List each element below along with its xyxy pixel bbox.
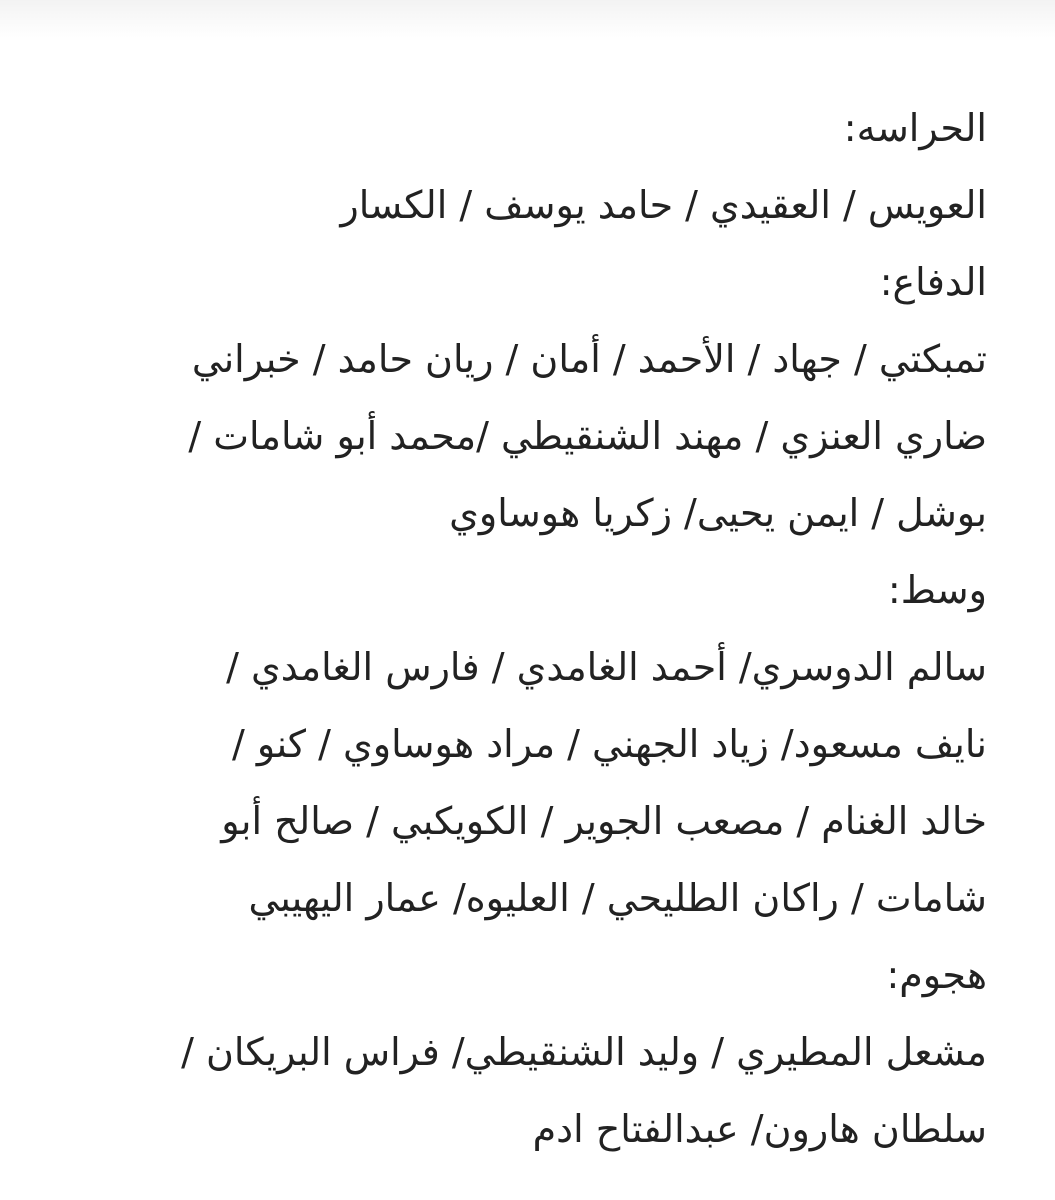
top-shade xyxy=(0,0,1055,38)
midfield-line-3: خالد الغنام / مصعب الجوير / الكويكبي / صالح أبو xyxy=(221,799,987,843)
defense-line-3: بوشل / ايمن يحيى/ زكريا هوساوي xyxy=(449,491,987,535)
goalkeepers-line: العويس / العقيدي / حامد يوسف / الكسار xyxy=(340,183,987,227)
goalkeepers-heading: الحراسه: xyxy=(843,106,987,150)
defense-line-1: تمبكتي / جهاد / الأحمد / أمان / ريان حامد / خبراني xyxy=(191,337,987,381)
attack-line-2: سلطان هارون/ عبدالفتاح ادم xyxy=(532,1107,987,1151)
attack-heading: هجوم: xyxy=(886,953,987,997)
defense-line-2: ضاري العنزي / مهند الشنقيطي /محمد أبو شامات / xyxy=(188,414,987,458)
attack-line-1: مشعل المطيري / وليد الشنقيطي/ فراس البريكان / xyxy=(181,1030,987,1074)
midfield-heading: وسط: xyxy=(887,568,987,612)
midfield-line-4: شامات / راكان الطليحي / العليوه/ عمار اليهيبي xyxy=(248,876,987,920)
defense-heading: الدفاع: xyxy=(879,260,987,304)
midfield-line-1: سالم الدوسري/ أحمد الغامدي / فارس الغامدي / xyxy=(226,645,987,689)
squad-list-text xyxy=(57,90,987,1168)
midfield-line-2: نايف مسعود/ زياد الجهني / مراد هوساوي / كنو / xyxy=(231,722,987,766)
